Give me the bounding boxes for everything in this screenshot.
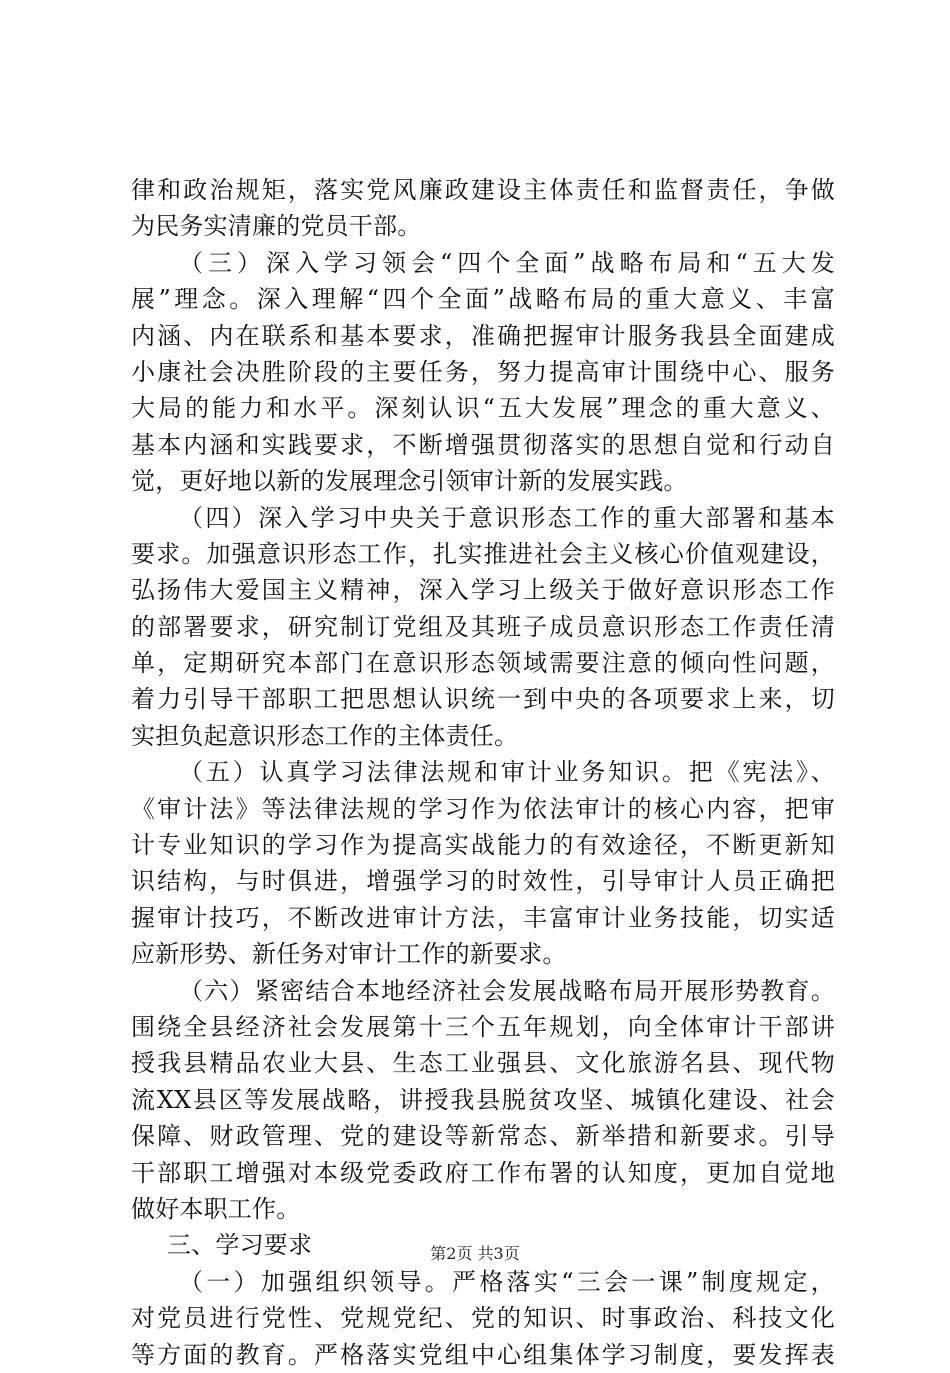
text-line: 实担负起意识形态工作的主体责任。 xyxy=(131,721,519,750)
document-body xyxy=(131,172,835,1373)
text-line: 对党员进行党性、党规党纪、党的知识、时事政治、科技文化 xyxy=(131,1304,835,1333)
text-line: 基本内涵和实践要求，不断增强贯彻落实的思想自觉和行动自 xyxy=(131,430,835,459)
text-line: 做好本职工作。 xyxy=(131,1194,301,1223)
text-line: 握审计技巧，不断改进审计方法，丰富审计业务技能，切实适 xyxy=(131,903,835,932)
text-line: 干部职工增强对本级党委政府工作布署的认知度，更加自觉地 xyxy=(131,1158,835,1187)
text-line: 应新形势、新任务对审计工作的新要求。 xyxy=(131,940,567,969)
text-line: （三）深入学习领会“四个全面”战略布局和“五大发 xyxy=(179,248,835,277)
text-line: 三、学习要求 xyxy=(167,1231,313,1260)
text-line: 要求。加强意识形态工作，扎实推进社会主义核心价值观建设， xyxy=(131,539,835,568)
text-line: 《审计法》等法律法规的学习作为依法审计的核心内容，把审 xyxy=(131,794,835,823)
text-line: （一）加强组织领导。严格落实“三会一课”制度规定， xyxy=(179,1267,835,1296)
text-line: 围绕全县经济社会发展第十三个五年规划，向全体审计干部讲 xyxy=(131,1012,835,1041)
text-line: 识结构，与时俱进，增强学习的时效性，引导审计人员正确把 xyxy=(131,867,835,896)
text-line: （五）认真学习法律法规和审计业务知识。把《宪法》、 xyxy=(179,758,835,787)
text-line: 律和政治规矩，落实党风廉政建设主体责任和监督责任，争做 xyxy=(131,176,835,204)
text-line: （六）紧密结合本地经济社会发展战略布局开展形势教育。 xyxy=(179,976,835,1005)
page-footer: 第2页 共3页 xyxy=(430,1244,520,1263)
text-line: 着力引导干部职工把思想认识统一到中央的各项要求上来，切 xyxy=(131,685,835,714)
text-line: 大局的能力和水平。深刻认识“五大发展”理念的重大意义、 xyxy=(131,394,835,423)
text-line: 单，定期研究本部门在意识形态领域需要注意的倾向性问题， xyxy=(131,649,835,678)
text-line: 内涵、内在联系和基本要求，准确把握审计服务我县全面建成 xyxy=(131,321,835,350)
text-line: （四）深入学习中央关于意识形态工作的重大部署和基本 xyxy=(179,503,835,532)
text-line: 为民务实清廉的党员干部。 xyxy=(131,212,422,241)
text-line: 展”理念。深入理解“四个全面”战略布局的重大意义、丰富 xyxy=(131,285,835,314)
text-line: 觉，更好地以新的发展理念引领审计新的发展实践。 xyxy=(131,467,688,496)
text-line: 流XX县区等发展战略，讲授我县脱贫攻坚、城镇化建设、社会 xyxy=(131,1085,835,1114)
text-line: 的部署要求，研究制订党组及其班子成员意识形态工作责任清 xyxy=(131,612,835,641)
text-line: 授我县精品农业大县、生态工业强县、文化旅游名县、现代物 xyxy=(131,1049,835,1078)
text-line: 弘扬伟大爱国主义精神，深入学习上级关于做好意识形态工作 xyxy=(131,576,835,605)
text-line: 计专业知识的学习作为提高实战能力的有效途径，不断更新知 xyxy=(131,831,835,860)
text-line: 等方面的教育。严格落实党组中心组集体学习制度，要发挥表 xyxy=(131,1340,835,1369)
text-line: 保障、财政管理、党的建设等新常态、新举措和新要求。引导 xyxy=(131,1122,835,1151)
text-line: 小康社会决胜阶段的主要任务，努力提高审计围绕中心、服务 xyxy=(131,357,835,386)
